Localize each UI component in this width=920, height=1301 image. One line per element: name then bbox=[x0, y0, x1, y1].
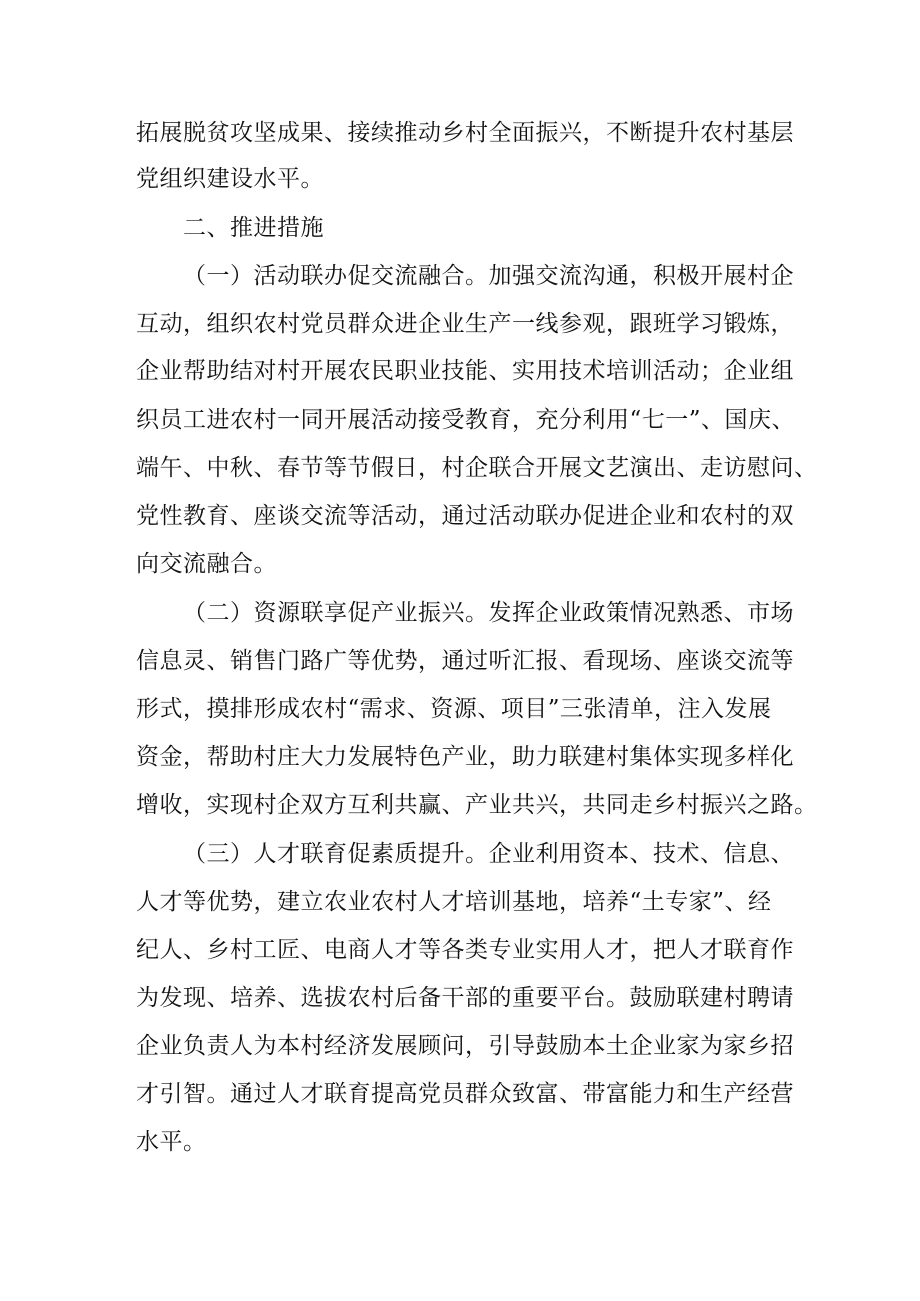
section-1-line: 党性教育、座谈交流等活动，通过活动联办促进企业和农村的双 bbox=[136, 503, 794, 529]
section-1-line: 企业帮助结对村开展农民职业技能、实用技术培训活动；企业组 bbox=[136, 358, 794, 384]
section-3-line: 人才等优势，建立农业农村人才培训基地，培养“土专家”、经 bbox=[136, 889, 772, 915]
section-2-line: 增收，实现村企双方互利共赢、产业共兴，共同走乡村振兴之路。 bbox=[136, 792, 818, 818]
section-2-line: （二）资源联享促产业振兴。发挥企业政策情况熟悉、市场 bbox=[183, 600, 794, 626]
intro-line: 党组织建设水平。 bbox=[136, 166, 324, 192]
section-heading: 二、推进措施 bbox=[183, 215, 324, 241]
section-2-line: 形式，摸排形成农村“需求、资源、项目”三张清单，注入发展 bbox=[136, 696, 772, 722]
section-3-line: 才引智。通过人才联育提高党员群众致富、带富能力和生产经营 bbox=[136, 1081, 794, 1107]
section-3-line: 纪人、乡村工匠、电商人才等各类专业实用人才，把人才联育作 bbox=[136, 937, 794, 963]
section-1-line: 端午、中秋、春节等节假日，村企联合开展文艺演出、走访慰问、 bbox=[136, 455, 818, 481]
section-2-line: 资金，帮助村庄大力发展特色产业，助力联建村集体实现多样化 bbox=[136, 744, 794, 770]
section-3-line: 企业负责人为本村经济发展顾问，引导鼓励本土企业家为家乡招 bbox=[136, 1033, 794, 1059]
section-1-line: 织员工进农村一同开展活动接受教育，充分利用“七一”、国庆、 bbox=[136, 407, 796, 433]
section-2-line: 信息灵、销售门路广等优势，通过听汇报、看现场、座谈交流等 bbox=[136, 648, 794, 674]
section-3-line: 为发现、培养、选拔农村后备干部的重要平台。鼓励联建村聘请 bbox=[136, 985, 794, 1011]
section-1-line: 互动，组织农村党员群众进企业生产一线参观，跟班学习锻炼， bbox=[136, 311, 794, 337]
section-1-line: （一）活动联办促交流融合。加强交流沟通，积极开展村企 bbox=[183, 263, 794, 289]
section-1-line: 向交流融合。 bbox=[136, 551, 277, 577]
intro-line: 拓展脱贫攻坚成果、接续推动乡村全面振兴，不断提升农村基层 bbox=[136, 120, 794, 146]
section-3-line: 水平。 bbox=[136, 1129, 207, 1155]
section-3-line: （三）人才联育促素质提升。企业利用资本、技术、信息、 bbox=[183, 841, 794, 867]
